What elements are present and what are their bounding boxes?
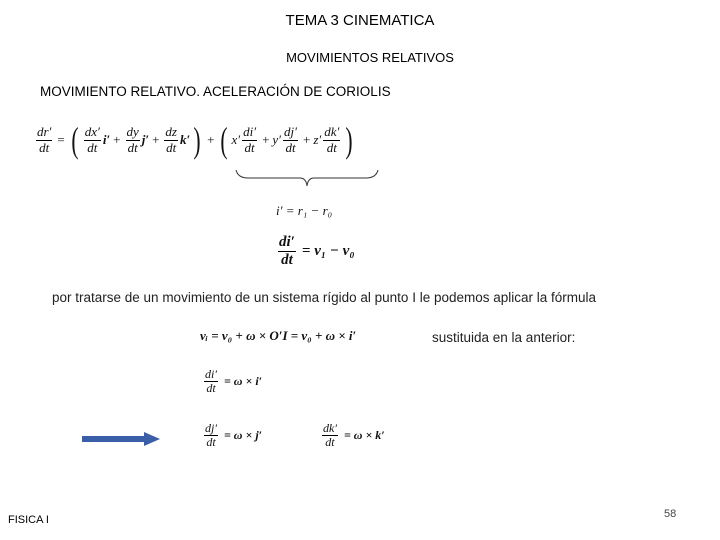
velocity-formula: vᵢ = v₀ + ω × O′I = v₀ + ω × i′ [200,328,357,343]
substitution-text: sustituida en la anterior: [432,330,576,345]
rotation-k: $\frac{dk'}{dt}$ = ω × k′ [323,421,385,450]
page-subtitle: MOVIMIENTOS RELATIVOS [286,50,454,65]
footer-course: FISICA I [8,514,49,526]
page-number: 58 [664,508,677,520]
rotation-i: $\frac{di'}{dt}$ = ω × i′ [205,367,263,396]
section-title: MOVIMIENTO RELATIVO. ACELERACIÓN DE CORIOLIS [40,84,391,99]
di-derivative: $\frac{di'}{dt}$ = v₁ − v₀ [279,234,355,268]
explanation-text: por tratarse de un movimiento de un sistema rígido al punto I le podemos aplicar la fórmula [52,290,597,305]
page-title: TEMA 3 CINEMATICA [285,12,435,29]
main-equation: $\frac{dr'}{dt}$ = ( $\frac{dx'}{dt}$ i′ + $\frac{dy}{dt}$ j′ + $\frac{dz}{dt}$ k′ ) + ( x′ $\frac{di'}{dt}$ + y′ $\frac{dj'}{dt}$ + z′ $\frac{dk'}{dt}$ ) [37,120,353,160]
underbrace [234,168,380,190]
right-arrow-icon [82,432,162,446]
rotation-j: $\frac{dj'}{dt}$ = ω × j′ [205,421,263,450]
i-vector-def: i′ = r₁ − r₀ [276,203,333,218]
